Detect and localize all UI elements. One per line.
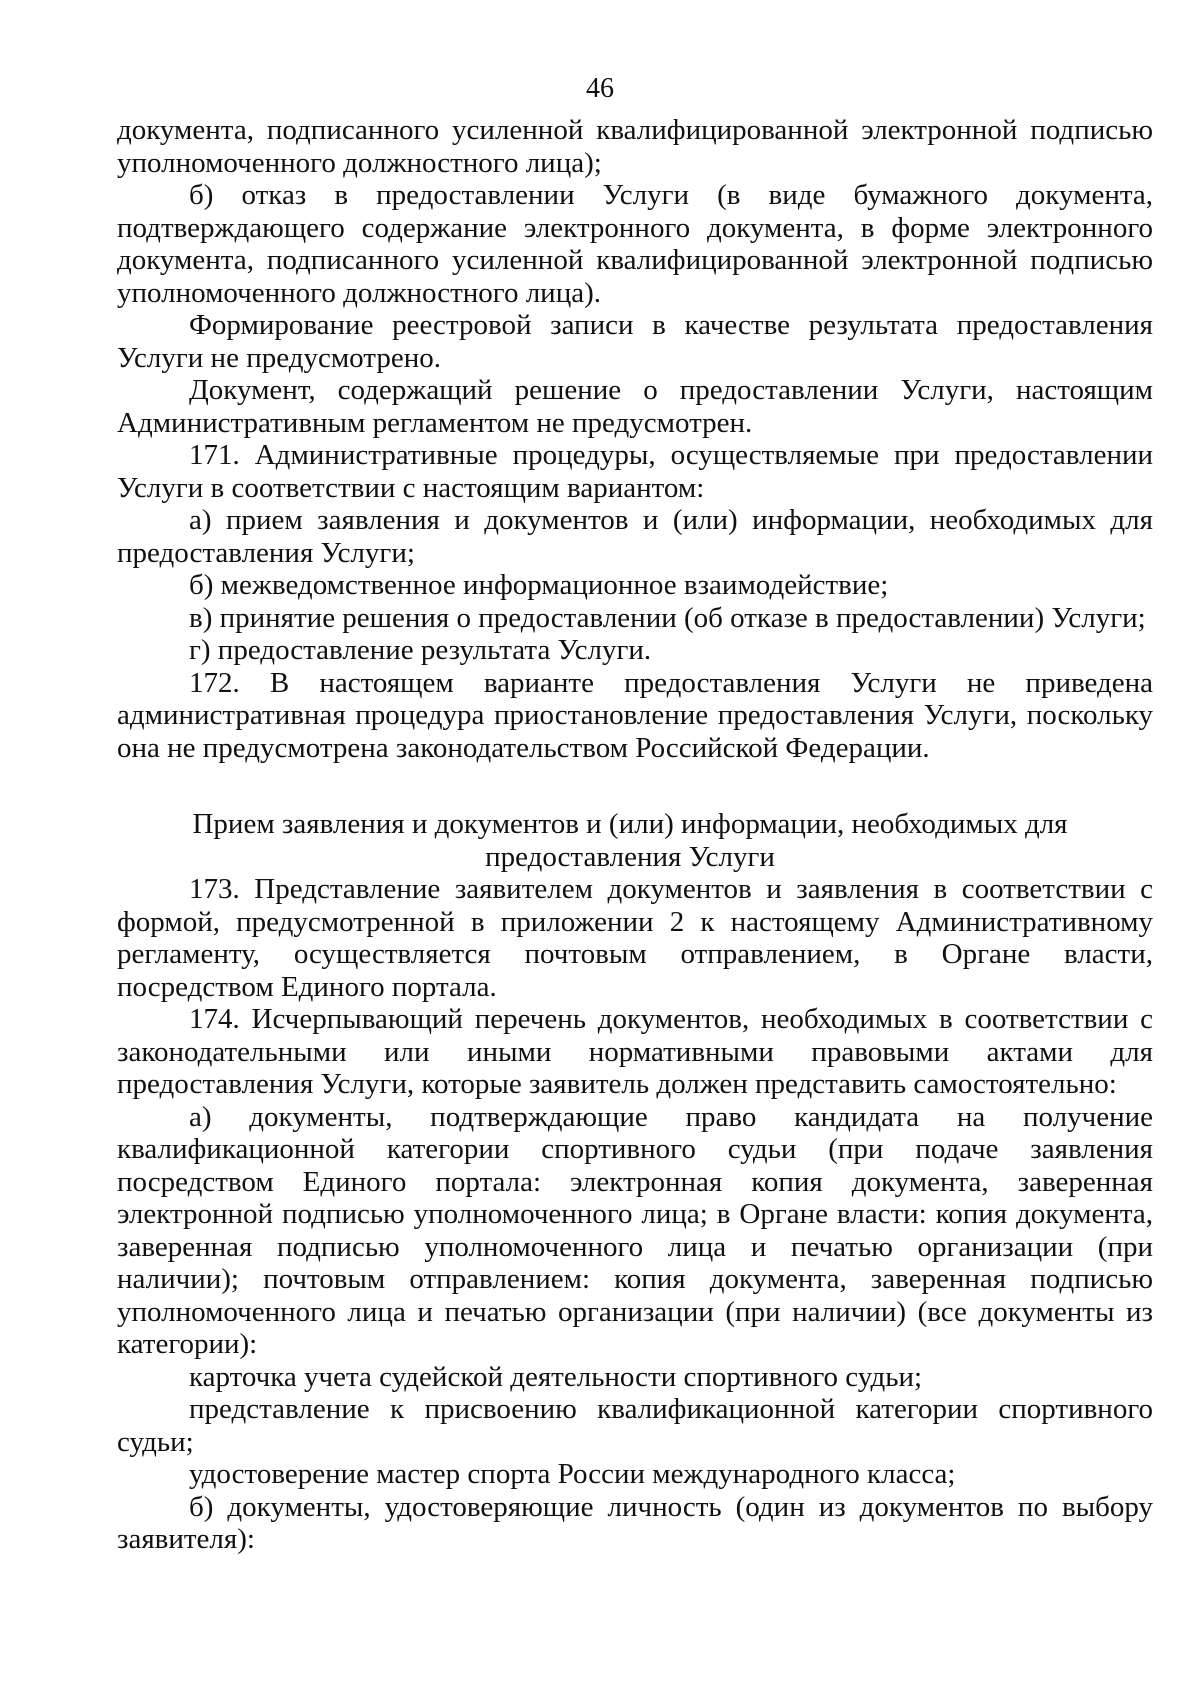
- paragraph: в) принятие решения о предоставлении (об отказе в предоставлении) Услуги;: [189, 601, 1146, 634]
- paragraph: б) межведомственное информационное взаимодействие;: [189, 569, 889, 601]
- paragraph: а) прием заявления и документов и (или) информации, необходимых для предоставления Услуги;: [117, 504, 1153, 569]
- paragraph: 172. В настоящем варианте предоставления Услуги не приведена административная процедура приостановление предоставления Услуги, поскольку она не предусмотрена законодательством Российской Федерации.: [117, 666, 1153, 764]
- paragraph: документа, подписанного усиленной квалифицированной электронной подписью уполномоченного должностного лица);: [117, 114, 1153, 179]
- paragraph: 171. Административные процедуры, осуществляемые при предоставлении Услуги в соответствии с настоящим вариантом:: [117, 439, 1153, 504]
- page-number: 46: [586, 73, 614, 104]
- paragraph: карточка учета судейской деятельности спортивного судьи;: [189, 1360, 923, 1393]
- paragraph: б) документы, удостоверяющие личность (один из документов по выбору заявителя):: [117, 1490, 1153, 1555]
- paragraph: Формирование реестровой записи в качестве результата предоставления Услуги не предусмотрено.: [117, 309, 1153, 374]
- paragraph: представление к присвоению квалификационной категории спортивного судьи;: [117, 1393, 1153, 1458]
- paragraph: Документ, содержащий решение о предоставлении Услуги, настоящим Административным регламентом не предусмотрен.: [117, 374, 1153, 439]
- paragraph: б) отказ в предоставлении Услуги (в виде бумажного документа, подтверждающего содержание электронного документа, в форме электронного документа, подписанного усиленной квалифицированной электронной подписью уполномоченного должностного лица).: [117, 179, 1153, 309]
- paragraph: 174. Исчерпывающий перечень документов, необходимых в соответствии с законодательными или иными нормативными правовыми актами для предоставления Услуги, которые заявитель должен представить самостоятельно:: [117, 1003, 1153, 1100]
- paragraph: а) документы, подтверждающие право кандидата на получение квалификационной категории спортивного судьи (при подаче заявления посредством Единого портала: электронная копия документа, заверенная электронной подписью уполномоченного лица; в Органе власти: копия документа, заверенная подписью уполномоченного лица и печатью организации (при наличии); почтовым отправлением: копия документа, заверенная подписью уполномоченного лица и печатью организации (при наличии) (все документы из категории):: [117, 1100, 1153, 1360]
- paragraph: 173. Представление заявителем документов и заявления в соответствии с формой, предусмотренной в приложении 2 к настоящему Административному регламенту, осуществляется почтовым отправлением, в Органе власти, посредством Единого портала.: [117, 873, 1153, 1003]
- paragraph: удостоверение мастер спорта России международного класса;: [189, 1458, 956, 1490]
- text-block-2: [117, 873, 1153, 1556]
- text-block-1: [117, 114, 1153, 764]
- section-heading: Прием заявления и документов и (или) информации, необходимых для предоставления Услуги: [192, 808, 1068, 873]
- paragraph: г) предоставление результата Услуги.: [189, 634, 652, 666]
